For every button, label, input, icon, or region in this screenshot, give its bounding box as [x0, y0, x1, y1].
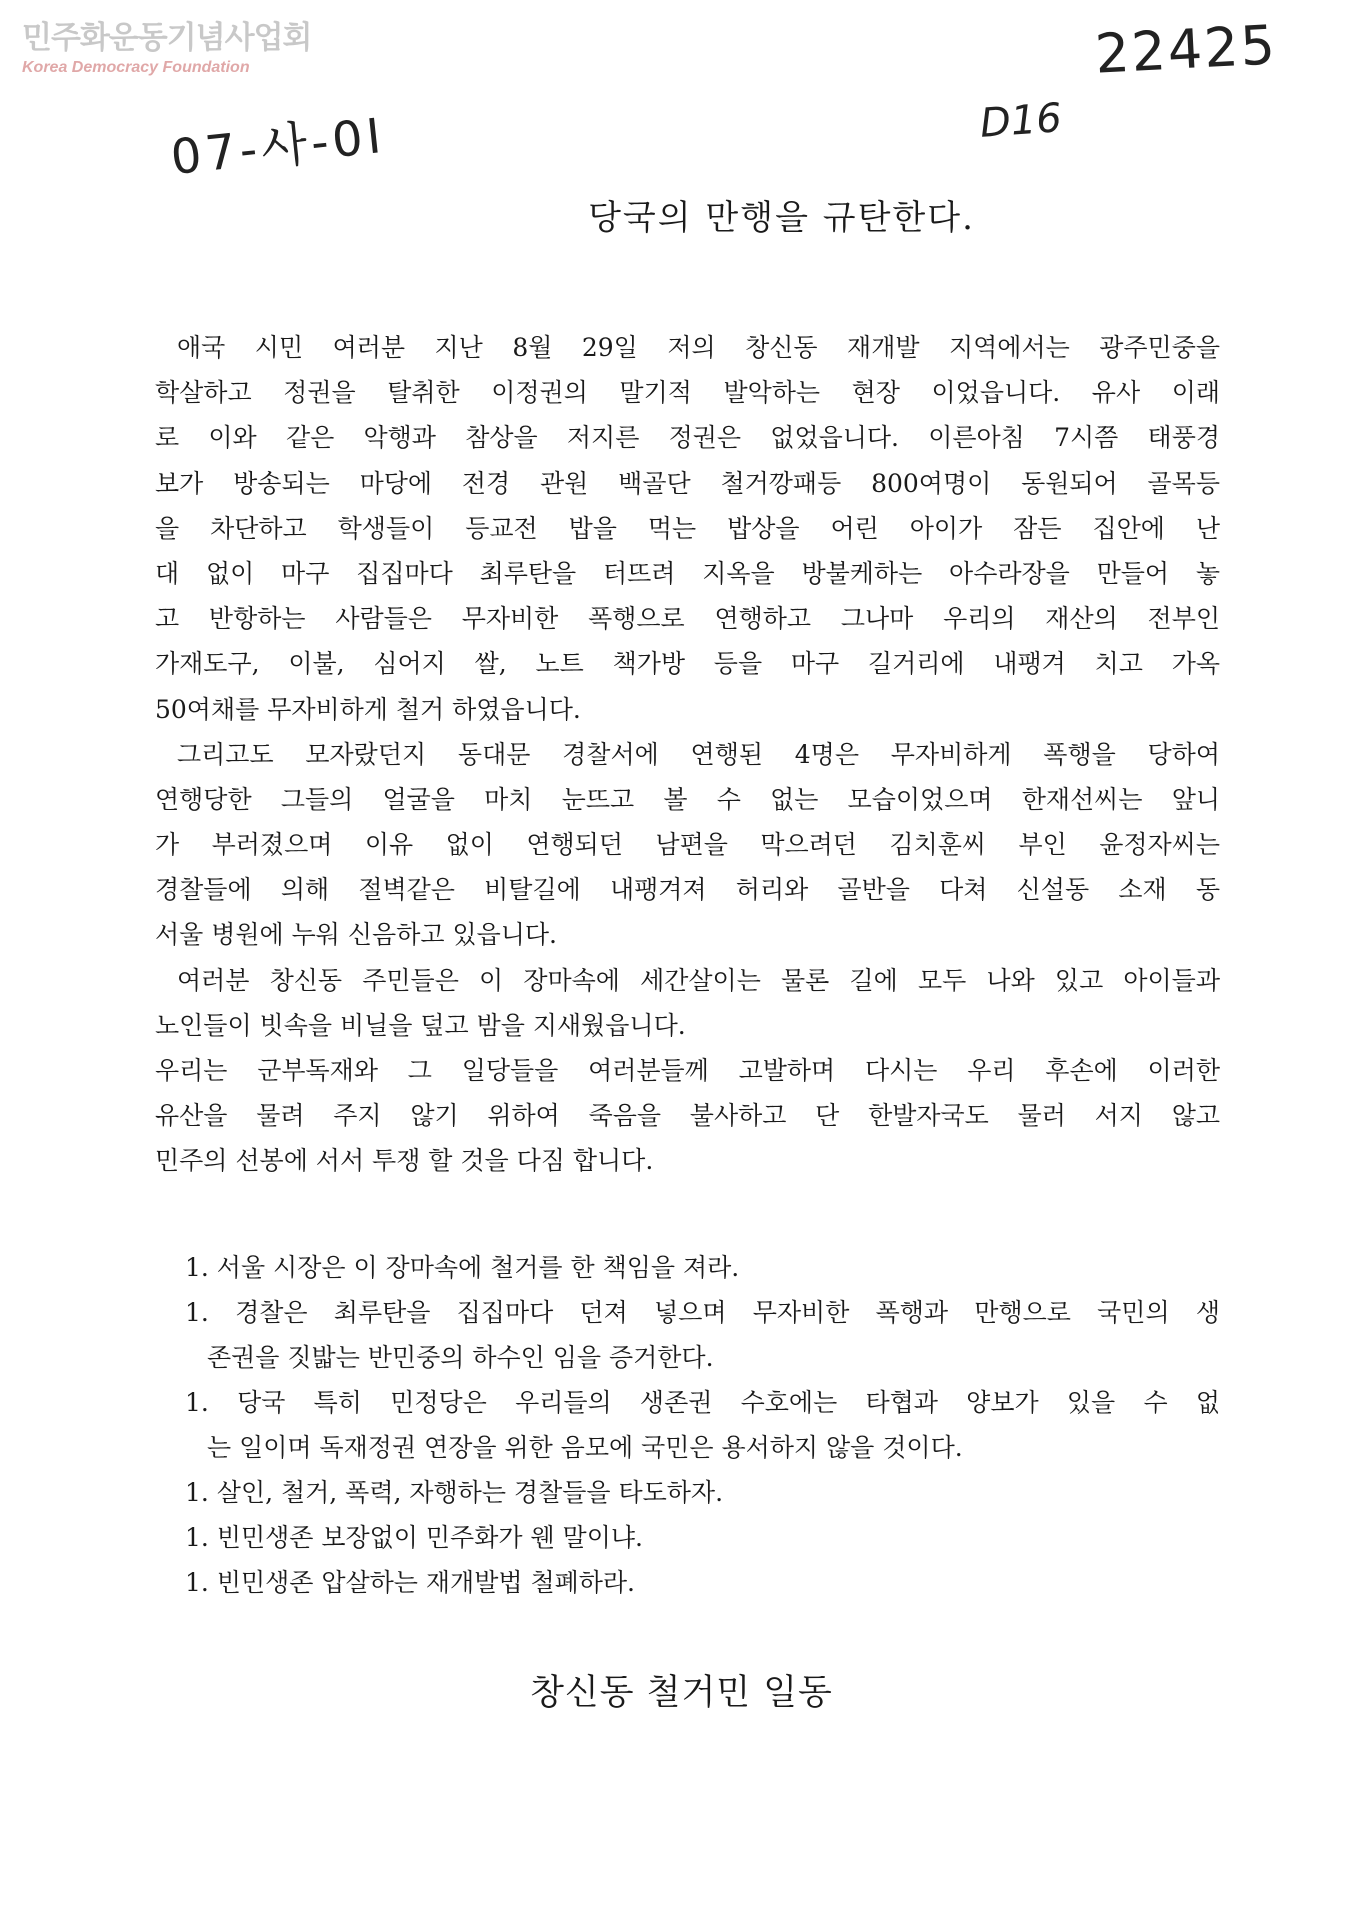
- body-line: 고 반항하는 사람들은 무자비한 폭행으로 연행하고 그나마 우리의 재산의 전부인: [155, 604, 1220, 634]
- body-line: 유산을 물려 주지 않기 위하여 죽음을 불사하고 단 한발자국도 물러 서지 않고: [155, 1101, 1220, 1131]
- document-title: 당국의 만행을 규탄한다.: [588, 198, 975, 238]
- body-line: 민주의 선봉에 서서 투쟁 할 것을 다짐 합니다.: [155, 1146, 654, 1176]
- body-line: 우리는 군부독재와 그 일당들을 여러분들께 고발하며 다시는 우리 후손에 이러한: [155, 1056, 1220, 1085]
- resolution-item: 1. 빈민생존 보장없이 민주화가 웬 말이냐.: [185, 1523, 643, 1552]
- handwritten-classification-code: 07-사-0Ⅰ: [168, 107, 388, 187]
- body-line: 애국 시민 여러분 지난 8월 29일 저의 창신동 재개발 지역에서는 광주민중을: [177, 333, 1220, 362]
- body-line: 보가 방송되는 마당에 전경 관원 백골단 철거깡패등 800여명이 동원되어 골목등: [155, 468, 1220, 498]
- resolution-item: 1. 빈민생존 압살하는 재개발법 철폐하라.: [185, 1568, 635, 1597]
- handwritten-mark: D16: [978, 95, 1064, 147]
- body-line: 그리고도 모자랐던지 동대문 경찰서에 연행된 4명은 무자비하게 폭행을 당하여: [177, 739, 1220, 769]
- document-body: [155, 325, 1220, 1184]
- body-line: 가 부러졌으며 이유 없이 연행되던 남편을 막으려던 김치훈씨 부인 윤정자씨는: [155, 830, 1220, 860]
- body-line: 여러분 창신동 주민들은 이 장마속에 세간살이는 물론 길에 모두 나와 있고 아이들과: [177, 965, 1220, 995]
- body-line: 경찰들에 의해 절벽같은 비탈길에 내팽겨져 허리와 골반을 다쳐 신설동 소재 동: [155, 875, 1220, 905]
- body-line: 로 이와 같은 악행과 참상을 저지른 정권은 없었읍니다. 이른아침 7시쯤 태풍경: [155, 423, 1220, 453]
- resolution-item-continuation: 는 일이며 독재정권 연장을 위한 음모에 국민은 용서하지 않을 것이다.: [207, 1433, 963, 1462]
- handwritten-document-number: 22425: [1093, 13, 1279, 86]
- body-line: 을 차단하고 학생들이 등교전 밥을 먹는 밥상을 어린 아이가 잠든 집안에 난: [155, 513, 1220, 543]
- resolution-item: 1. 서울 시장은 이 장마속에 철거를 한 책임을 져라.: [185, 1253, 740, 1282]
- resolution-item: 1. 살인, 철거, 폭력, 자행하는 경찰들을 타도하자.: [185, 1478, 724, 1507]
- resolution-item: 1. 당국 특히 민정당은 우리들의 생존권 수호에는 타협과 양보가 있을 수 없: [185, 1388, 1220, 1417]
- body-line: 학살하고 정권을 탈취한 이정권의 말기적 발악하는 현장 이었읍니다. 유사 이래: [155, 378, 1220, 408]
- logo-korean-text: 민주화운동기념사업회: [22, 20, 312, 56]
- resolutions-list: [185, 1245, 1220, 1605]
- body-line: 연행당한 그들의 얼굴을 마치 눈뜨고 볼 수 없는 모습이었으며 한재선씨는 앞니: [155, 784, 1220, 814]
- resolution-item-continuation: 존권을 짓밟는 반민중의 하수인 임을 증거한다.: [207, 1343, 714, 1372]
- body-line: 50여채를 무자비하게 철거 하였읍니다.: [155, 694, 581, 724]
- body-line: 대 없이 마구 집집마다 최루탄을 터뜨려 지옥을 방불케하는 아수라장을 만들어 놓: [155, 558, 1220, 588]
- resolution-item: 1. 경찰은 최루탄을 집집마다 던져 넣으며 무자비한 폭행과 만행으로 국민의 생: [185, 1298, 1220, 1327]
- body-line: 가재도구, 이불, 심어지 쌀, 노트 책가방 등을 마구 길거리에 내팽겨 치고 가옥: [155, 649, 1220, 679]
- body-line: 노인들이 빗속을 비닐을 덮고 밤을 지새웠읍니다.: [155, 1010, 686, 1040]
- foundation-logo: [22, 20, 311, 78]
- signature-line: 창신동 철거민 일동: [530, 1673, 833, 1713]
- body-line: 서울 병원에 누워 신음하고 있읍니다.: [155, 920, 557, 950]
- logo-english-text: Korea Democracy Foundation: [22, 59, 250, 76]
